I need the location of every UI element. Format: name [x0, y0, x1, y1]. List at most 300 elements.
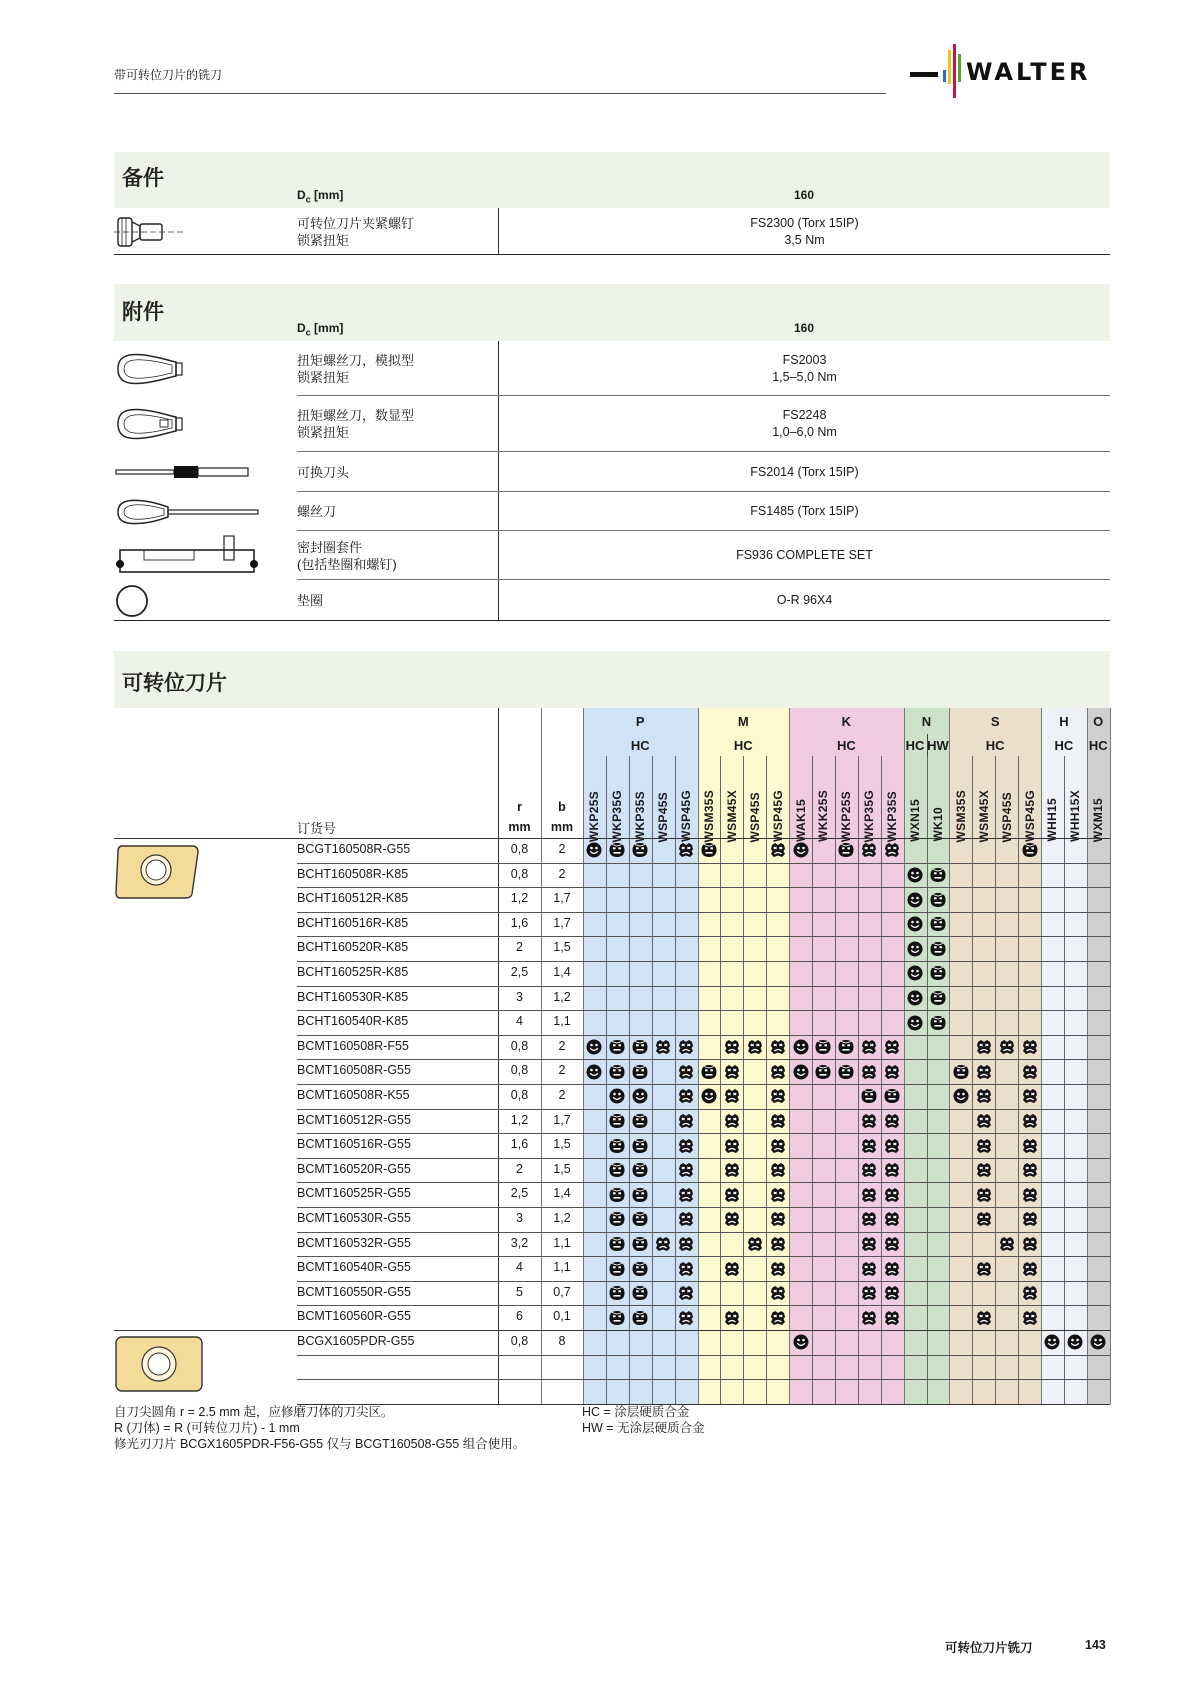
row-divider: [297, 1158, 1110, 1159]
dc-label: [297, 321, 343, 337]
seal-kit-icon: [114, 531, 264, 580]
column-line: [995, 756, 996, 1404]
rating-poor-icon: [770, 1261, 786, 1277]
column-line: [606, 756, 607, 1404]
accessory-code: FS2248: [782, 408, 827, 422]
grade-header: [606, 768, 629, 842]
grade-header: [835, 768, 858, 842]
rating-poor-icon: [884, 1211, 900, 1227]
insert-r-value: 1,2: [510, 1112, 529, 1127]
row-divider: [297, 1256, 1110, 1257]
dc-letter: D: [297, 188, 306, 202]
walter-logo: [910, 44, 1110, 98]
rating-poor-icon: [1022, 1113, 1038, 1129]
insert-r-value: 2: [516, 1161, 523, 1176]
rating-poor-icon: [655, 1039, 671, 1055]
grade-header: [675, 768, 698, 842]
column-line: [812, 756, 813, 1404]
rating-good-icon: [632, 1088, 648, 1104]
row-divider: [297, 1133, 1110, 1134]
substrate-label: HC: [630, 738, 650, 753]
row-divider: [297, 1232, 1110, 1233]
grade-header: [949, 768, 972, 842]
spare-part-name: 可转位刀片夹紧螺钉: [297, 215, 415, 231]
insert-b-value: 2: [558, 1088, 566, 1102]
r-unit: mm: [508, 820, 531, 834]
column-line: [652, 756, 653, 1404]
insert-b-value: 1,5: [553, 1137, 571, 1152]
rating-poor-icon: [724, 1211, 740, 1227]
grade-name: WSP45S: [999, 791, 1014, 842]
insert-b-value: 1,7: [553, 1112, 571, 1127]
column-line: [629, 756, 630, 1404]
grade-name: WKP25S: [839, 790, 854, 842]
substrate-label: HC: [1088, 738, 1108, 753]
insert-order-code: BCMT160516R-G55: [297, 1137, 411, 1152]
rating-good-icon: [907, 892, 923, 908]
rating-ok-icon: [609, 1039, 625, 1055]
grade-name: WSM35S: [953, 789, 968, 842]
rating-poor-icon: [770, 1064, 786, 1080]
grade-name: WHH15X: [1068, 790, 1083, 842]
accessory-code: FS2003: [782, 352, 827, 367]
insert-r-value: 2,5: [510, 1186, 529, 1201]
grade-name: WSM45X: [724, 789, 739, 842]
rating-poor-icon: [884, 1187, 900, 1203]
rating-poor-icon: [678, 1138, 694, 1154]
grade-header: [720, 768, 743, 842]
rating-ok-icon: [930, 892, 946, 908]
screwdriver-icon: [114, 492, 264, 531]
grade-name: WKP25S: [587, 790, 602, 842]
rating-poor-icon: [1022, 1162, 1038, 1178]
rating-good-icon: [1090, 1334, 1106, 1350]
rating-ok-icon: [632, 1261, 648, 1277]
note-line: 修光刃刀片 BCGX1605PDR-F56-G55 仅与 BCGT160508-G55 组合使用。: [114, 1437, 526, 1451]
rating-poor-icon: [861, 1162, 877, 1178]
rating-ok-icon: [609, 1261, 625, 1277]
rating-poor-icon: [861, 1064, 877, 1080]
insert-r-value: 3,2: [510, 1235, 529, 1250]
column-line: [835, 756, 836, 1404]
order-number-header: 订货号: [297, 821, 337, 836]
rating-poor-icon: [678, 1211, 694, 1227]
rating-poor-icon: [724, 1064, 740, 1080]
grade-name: WKK25S: [816, 790, 831, 842]
grade-name: WHH15: [1045, 798, 1060, 842]
grade-header: [927, 768, 950, 842]
grade-header: [812, 768, 835, 842]
dc-value: 160: [793, 321, 815, 335]
grade-name: WKP35S: [885, 790, 900, 842]
logo-bar-red: [953, 44, 956, 98]
insert-b-value: 1,1: [553, 1014, 571, 1029]
grade-name: WSP45S: [747, 791, 762, 842]
insert-image-bcgx: [114, 1335, 204, 1398]
insert-b-value: 1,1: [553, 1235, 571, 1250]
row-divider: [297, 1207, 1110, 1208]
rating-ok-icon: [632, 1039, 648, 1055]
legend-hc: HC = 涂层硬质合金: [582, 1405, 690, 1419]
rating-poor-icon: [770, 1138, 786, 1154]
insert-b-value: 2: [558, 1063, 566, 1078]
grade-header: [1087, 768, 1110, 842]
column-line: [927, 756, 928, 1404]
substrate-label: HC: [836, 738, 856, 753]
rating-ok-icon: [930, 990, 946, 1006]
accessory-label: [297, 396, 497, 452]
torque-screwdriver-digital-icon: [114, 396, 264, 452]
rating-poor-icon: [655, 1236, 671, 1252]
rating-poor-icon: [884, 1261, 900, 1277]
insert-order-code: BCGT160508R-G55: [297, 842, 411, 856]
spare-part-torque: 3,5 Nm: [784, 232, 825, 247]
grade-header: [652, 768, 675, 842]
rating-poor-icon: [884, 1162, 900, 1178]
rating-poor-icon: [1022, 1138, 1038, 1154]
insert-r-value: 1,6: [510, 1137, 529, 1152]
row-divider: [297, 1035, 1110, 1036]
rating-poor-icon: [976, 1211, 992, 1227]
rating-ok-icon: [815, 1064, 831, 1080]
inserts-header: [114, 651, 1110, 708]
row-divider: [297, 986, 1110, 987]
logo-text: WALTER: [966, 58, 1091, 86]
accessory-value: [498, 396, 1110, 452]
substrate-label: HC: [733, 738, 753, 753]
spare-part-torque-label: 锁紧扭矩: [297, 232, 350, 248]
rating-good-icon: [586, 1039, 602, 1055]
rating-ok-icon: [609, 1211, 625, 1227]
logo-bar-green: [958, 54, 961, 82]
rating-ok-icon: [632, 1162, 648, 1178]
rating-poor-icon: [861, 1285, 877, 1301]
insert-r-value: 5: [516, 1284, 523, 1299]
insert-r-value: 0,8: [510, 1038, 529, 1053]
torque-screwdriver-analog-icon: [114, 341, 264, 396]
footer-section: 可转位刀片铣刀: [945, 1641, 1033, 1655]
rating-poor-icon: [678, 1236, 694, 1252]
insert-b-value: 1,7: [553, 915, 571, 930]
insert-order-code: BCHT160508R-K85: [297, 866, 409, 881]
rating-good-icon: [953, 1088, 969, 1104]
rating-good-icon: [609, 1088, 625, 1104]
rating-poor-icon: [976, 1261, 992, 1277]
spare-part-label: [297, 208, 497, 255]
column-line: [766, 756, 767, 1404]
rating-poor-icon: [770, 1285, 786, 1301]
rating-poor-icon: [724, 1113, 740, 1129]
insert-order-code: BCMT160508R-F55: [297, 1038, 409, 1053]
insert-r-value: 1,6: [510, 915, 529, 930]
grade-header: [858, 768, 881, 842]
rating-ok-icon: [884, 1088, 900, 1104]
insert-r-value: 0,8: [510, 866, 529, 881]
accessory-row: [114, 452, 1110, 492]
insert-r-value: 2: [516, 940, 523, 955]
spare-parts-header: [114, 152, 1110, 208]
rating-poor-icon: [976, 1113, 992, 1129]
rating-poor-icon: [747, 1236, 763, 1252]
insert-b-value: 1,5: [553, 940, 571, 955]
rating-ok-icon: [930, 867, 946, 883]
accessory-row: [114, 396, 1110, 452]
page-header: [114, 64, 886, 94]
accessories-header: [114, 284, 1110, 341]
rating-poor-icon: [1022, 1187, 1038, 1203]
rating-poor-icon: [976, 1162, 992, 1178]
insert-b-value: 1,5: [553, 1161, 571, 1176]
grade-name: WKP35G: [610, 789, 625, 842]
rating-poor-icon: [976, 1187, 992, 1203]
rating-poor-icon: [770, 1113, 786, 1129]
material-group-label: K: [841, 714, 852, 729]
rating-ok-icon: [609, 842, 625, 858]
insert-order-code: BCMT160525R-G55: [297, 1186, 411, 1201]
page-header-title: 带可转位刀片的铣刀: [114, 68, 223, 82]
rating-good-icon: [586, 842, 602, 858]
rating-poor-icon: [861, 1211, 877, 1227]
rating-poor-icon: [884, 1039, 900, 1055]
notes-left: [114, 1404, 525, 1452]
column-line: [675, 756, 676, 1404]
rating-ok-icon: [838, 1064, 854, 1080]
accessory-name: 可换刀头: [297, 464, 350, 480]
insert-b-value: 1,7: [553, 891, 571, 906]
row-divider: [297, 1355, 1110, 1356]
rating-poor-icon: [678, 1088, 694, 1104]
accessory-name: 密封圈套件: [297, 539, 363, 555]
legend-hw: HW = 无涂层硬质合金: [582, 1421, 705, 1435]
grade-name: WKP35G: [862, 789, 877, 842]
notes-right: [582, 1404, 705, 1436]
rating-ok-icon: [632, 842, 648, 858]
rating-ok-icon: [609, 1285, 625, 1301]
group-divider: [949, 708, 950, 1404]
header-rule: [114, 838, 1110, 839]
insert-order-code: BCMT160512R-G55: [297, 1112, 411, 1127]
rating-poor-icon: [747, 1039, 763, 1055]
rating-ok-icon: [609, 1113, 625, 1129]
accessory-code: FS936 COMPLETE SET: [736, 548, 873, 562]
rating-good-icon: [907, 941, 923, 957]
row-divider: [297, 1084, 1110, 1085]
logo-dash: [910, 72, 938, 77]
rating-poor-icon: [724, 1310, 740, 1326]
insert-b-value: 1,4: [553, 965, 571, 979]
accessory-value: [498, 341, 1110, 396]
substrate-label: HC: [1054, 738, 1074, 753]
rating-poor-icon: [678, 1285, 694, 1301]
insert-r-value: 4: [516, 1260, 523, 1275]
accessory-code: O-R 96X4: [776, 593, 833, 607]
grade-name: WSM45X: [976, 789, 991, 842]
rating-poor-icon: [976, 1310, 992, 1326]
group-divider: [789, 708, 790, 1404]
rating-good-icon: [907, 965, 923, 981]
material-group-label: S: [990, 714, 1000, 729]
rating-poor-icon: [861, 1138, 877, 1154]
insert-order-code: BCMT160520R-G55: [297, 1161, 411, 1176]
accessory-torque: 1,0–6,0 Nm: [772, 425, 837, 439]
page-number: 143: [1085, 1638, 1106, 1652]
row-divider: [297, 1379, 1110, 1380]
accessory-label: [297, 341, 497, 396]
b-header: b: [558, 800, 566, 814]
rating-poor-icon: [861, 842, 877, 858]
rating-poor-icon: [1022, 1310, 1038, 1326]
rating-poor-icon: [770, 1211, 786, 1227]
insert-b-value: 8: [558, 1334, 566, 1348]
insert-r-value: 1,2: [510, 891, 529, 906]
accessory-code: FS2014 (Torx 15IP): [750, 464, 859, 479]
rating-poor-icon: [1022, 1236, 1038, 1252]
grade-name: WK10: [930, 807, 945, 842]
rating-poor-icon: [1022, 1088, 1038, 1104]
rating-poor-icon: [884, 1285, 900, 1301]
rating-poor-icon: [1022, 1039, 1038, 1055]
rating-ok-icon: [632, 1113, 648, 1129]
rating-ok-icon: [632, 1211, 648, 1227]
rating-poor-icon: [770, 1088, 786, 1104]
rating-poor-icon: [861, 1261, 877, 1277]
dc-label: [297, 188, 343, 204]
row-divider: [297, 1109, 1110, 1110]
rating-poor-icon: [884, 842, 900, 858]
row-divider: [297, 1010, 1110, 1011]
rating-ok-icon: [632, 1236, 648, 1252]
accessory-value: [498, 580, 1110, 621]
rating-poor-icon: [1022, 1261, 1038, 1277]
rating-poor-icon: [976, 1088, 992, 1104]
rating-poor-icon: [678, 842, 694, 858]
material-group-label: P: [635, 714, 645, 729]
rating-good-icon: [1067, 1334, 1083, 1350]
grade-header: [743, 768, 766, 842]
rating-good-icon: [907, 867, 923, 883]
accessory-value: [498, 452, 1110, 492]
insert-order-code: BCHT160516R-K85: [297, 915, 409, 930]
grade-header: [904, 768, 927, 842]
insert-b-value: 1,4: [553, 1186, 571, 1201]
note-line: 自刀尖圆角 r = 2.5 mm 起，应修磨刀体的刀尖区。: [114, 1405, 394, 1419]
rating-poor-icon: [724, 1088, 740, 1104]
accessory-label: [297, 531, 497, 580]
accessory-label: [297, 492, 497, 531]
row-divider: [297, 936, 1110, 937]
rating-ok-icon: [930, 916, 946, 932]
rating-ok-icon: [861, 1088, 877, 1104]
rating-good-icon: [907, 990, 923, 1006]
grade-header: [972, 768, 995, 842]
insert-b-value: 0,1: [553, 1309, 571, 1324]
group-divider: [1087, 708, 1088, 1404]
grade-name: WSP45G: [1022, 790, 1037, 842]
insert-image-bcgt: [114, 842, 200, 905]
insert-b-value: 1,2: [553, 1211, 571, 1225]
rating-ok-icon: [632, 1138, 648, 1154]
grade-name: WSP45S: [656, 791, 671, 842]
accessory-value: [498, 492, 1110, 531]
rating-poor-icon: [724, 1187, 740, 1203]
rating-ok-icon: [632, 1064, 648, 1080]
rating-poor-icon: [724, 1138, 740, 1154]
column-line: [743, 756, 744, 1404]
accessory-row: [114, 341, 1110, 396]
insert-order-code: BCHT160540R-K85: [297, 1014, 409, 1029]
group-divider: [904, 708, 905, 1404]
accessory-sub: 锁紧扭矩: [297, 425, 350, 440]
rating-poor-icon: [724, 1162, 740, 1178]
rating-ok-icon: [609, 1138, 625, 1154]
grade-header: [995, 768, 1018, 842]
accessory-name: 垫圈: [297, 593, 324, 608]
column-line: [1064, 756, 1065, 1404]
row-divider: [297, 912, 1110, 913]
rating-good-icon: [907, 916, 923, 932]
material-group-label: H: [1059, 714, 1069, 729]
dc-subscript: c: [305, 194, 311, 205]
accessory-label: [297, 580, 497, 621]
grade-name: WSP45G: [679, 790, 694, 842]
rating-poor-icon: [999, 1039, 1015, 1055]
dc-subscript: c: [305, 327, 311, 338]
accessory-torque: 1,5–5,0 Nm: [772, 369, 837, 384]
accessory-label: [297, 452, 497, 492]
rating-poor-icon: [678, 1162, 694, 1178]
group-divider: [698, 708, 699, 1404]
r-header: r: [517, 800, 522, 814]
insert-r-value: 0,8: [510, 1088, 529, 1102]
grade-header: [698, 768, 721, 842]
logo-bar-blue: [943, 70, 946, 82]
insert-order-code: BCMT160532R-G55: [297, 1235, 411, 1250]
dc-letter: D: [297, 321, 306, 335]
rating-ok-icon: [815, 1039, 831, 1055]
rating-good-icon: [586, 1064, 602, 1080]
insert-r-value: 0,8: [510, 1334, 529, 1348]
grade-name: WXN15: [908, 799, 923, 842]
insert-b-value: 2: [558, 1038, 566, 1053]
insert-order-code: BCMT160508R-K55: [297, 1088, 410, 1102]
accessories-title: 附件: [122, 301, 164, 324]
dc-unit: [mm]: [310, 188, 344, 202]
rating-poor-icon: [861, 1113, 877, 1129]
insert-order-code: BCHT160520R-K85: [297, 940, 409, 955]
column-line: [972, 756, 973, 1404]
rating-poor-icon: [1022, 1211, 1038, 1227]
rating-ok-icon: [930, 965, 946, 981]
rating-poor-icon: [770, 842, 786, 858]
grade-header: [583, 768, 606, 842]
grade-header: [629, 768, 652, 842]
rating-ok-icon: [609, 1310, 625, 1326]
rating-ok-icon: [632, 1187, 648, 1203]
rating-good-icon: [701, 1088, 717, 1104]
insert-b-value: 2: [558, 866, 566, 881]
accessory-code: FS1485 (Torx 15IP): [750, 504, 859, 518]
rating-ok-icon: [1022, 842, 1038, 858]
rating-good-icon: [793, 842, 809, 858]
rating-poor-icon: [884, 1236, 900, 1252]
dc-unit: [mm]: [310, 321, 344, 335]
dc-value: 160: [793, 188, 815, 202]
accessory-sub: (包括垫圈和螺钉): [297, 556, 397, 572]
rating-poor-icon: [976, 1138, 992, 1154]
material-group-label: N: [921, 714, 932, 729]
b-unit: mm: [550, 820, 574, 834]
accessory-row: [114, 492, 1110, 531]
